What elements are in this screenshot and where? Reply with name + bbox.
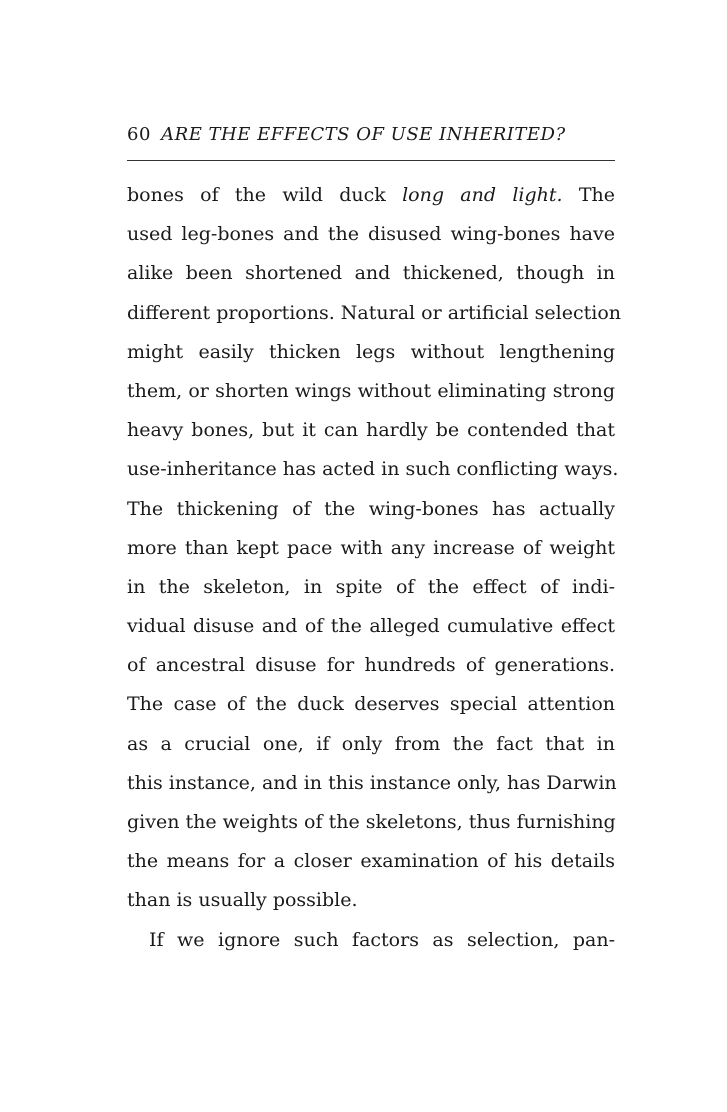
text-line: than is usually possible. (127, 889, 358, 912)
text-line: as a crucial one, if only from the fact that in (127, 732, 615, 755)
text-line: different proportions. Natural or artificial selection (127, 301, 622, 324)
running-header (127, 124, 615, 145)
text-line: vidual disuse and of the alleged cumulative effect (127, 615, 615, 638)
text-line: use-inheritance has acted in such conflicting ways. (127, 458, 619, 481)
text-line: The thickening of the wing-bones has actually (127, 497, 615, 520)
italic-phrase: long and light. (402, 184, 563, 206)
page-number: 60 (127, 124, 151, 145)
text-line: given the weights of the skeletons, thus furnishing (127, 811, 616, 833)
text-line: in the skeleton, in spite of the effect of indi- (127, 575, 615, 598)
text-line: used leg-bones and the disused wing-bones have (127, 223, 615, 246)
paragraph-start-line: If we ignore such factors as selection, pan- (149, 928, 615, 951)
text-line: heavy bones, but it can hardly be contended that (127, 419, 615, 442)
text-line: of ancestral disuse for hundreds of generations. (127, 654, 615, 677)
text-line: them, or shorten wings without eliminating strong (127, 379, 615, 402)
text-line: might easily thicken legs without lengthening (127, 340, 615, 363)
text-line: alike been shortened and thickened, though in (127, 262, 615, 285)
text-line: more than kept pace with any increase of weight (127, 536, 615, 559)
running-title: ARE THE EFFECTS OF USE INHERITED? (161, 124, 566, 145)
body-text (127, 180, 622, 964)
header-rule (127, 160, 615, 161)
text-line: The case of the duck deserves special attention (127, 693, 615, 716)
text-line: bones of the wild duck long and light. The (127, 184, 616, 206)
text-line: the means for a closer examination of his details (127, 850, 615, 873)
text-line: this instance, and in this instance only, has Darwin (127, 771, 617, 794)
